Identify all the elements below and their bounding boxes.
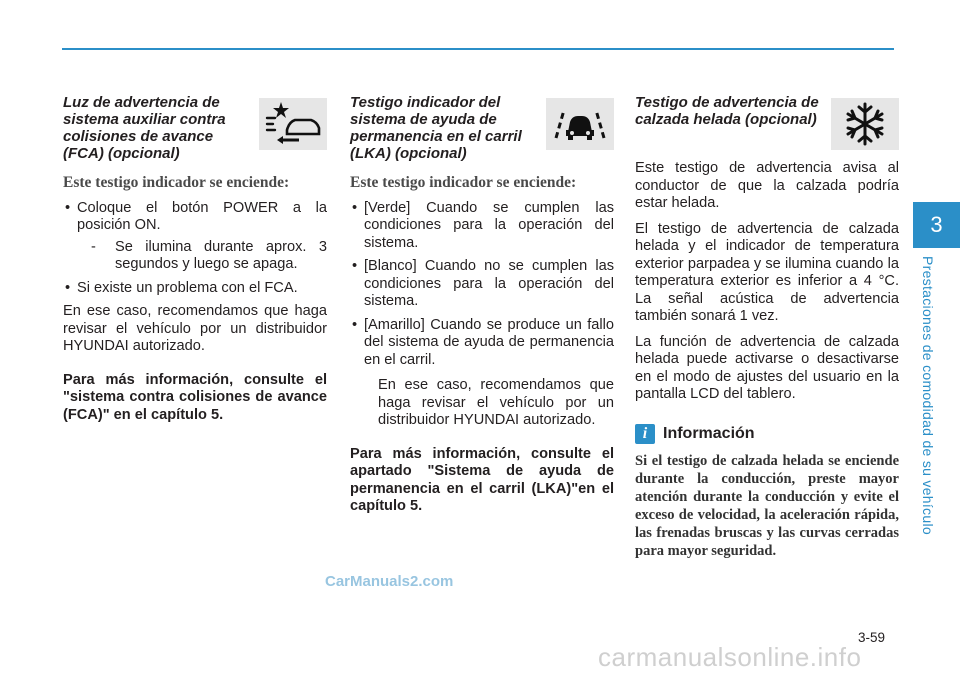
fca-paragraph: En ese caso, recomendamos que haga revisar el vehículo por un distribuidor HYUNDAI autorizado.: [63, 303, 327, 354]
list-item-text: Si existe un problema con el FCA.: [77, 279, 298, 296]
column-fca: [63, 90, 327, 432]
page-number: 3-59: [858, 630, 886, 645]
lka-subheading: Este testigo indicador se enciende:: [350, 174, 577, 191]
column-icy-road: [635, 90, 899, 560]
column-lka: [350, 90, 614, 524]
fca-subheading: Este testigo indicador se enciende:: [63, 174, 290, 191]
list-item-text: [Verde] Cuando se cumplen las condiciones para la operación del sistema.: [364, 199, 614, 251]
lka-heading: Testigo indicador del sistema de ayuda de permanencia en el carril (LKA) (opcional): [350, 94, 522, 162]
list-item: [350, 317, 614, 430]
icy-paragraph-2: El testigo de advertencia de calzada helada y el indicador de temperatura exterior parpadea y se ilumina cuando la temperatura exterior es inferior a 4 °C. La señal acústica de advertencia también sonará 1 vez.: [635, 220, 899, 324]
info-icon: i: [635, 424, 655, 444]
chapter-title: Prestaciones de comodidad de su vehículo: [920, 256, 936, 535]
icy-paragraph-1: Este testigo de advertencia avisa al conductor de que la calzada podría estar helada.: [635, 160, 899, 211]
list-item: [350, 200, 614, 253]
fca-warning-icon: [259, 98, 327, 150]
fca-reference: Para más información, consulte el "sistema contra colisiones de avance (FCA)" en el capítulo 5.: [63, 371, 327, 423]
watermark-carmanualsonline: carmanualsonline.info: [598, 642, 862, 672]
list-item-text: [Amarillo] Cuando se produce un fallo del sistema de ayuda de permanencia en el carril.: [364, 316, 614, 368]
sub-item: [91, 239, 327, 274]
chapter-tab: 3: [913, 202, 960, 248]
list-item: [63, 280, 327, 298]
list-item-text: [Blanco] Cuando no se cumplen las condiciones para la operación del sistema.: [364, 258, 614, 309]
snowflake-icon: [831, 98, 899, 150]
lka-indicator-icon: [546, 98, 614, 150]
lka-reference: Para más información, consulte el apartado "Sistema de ayuda de permanencia en el carril (LKA)"en el capítulo 5.: [350, 445, 614, 514]
list-item: [350, 258, 614, 311]
dash: -: [91, 238, 96, 255]
icy-header: [635, 94, 899, 160]
info-header: [635, 424, 899, 444]
icy-heading: Testigo de advertencia de calzada helada (opcional): [635, 94, 819, 128]
fca-header: [63, 94, 327, 166]
info-title: Información: [663, 424, 755, 442]
info-body: Si el testigo de calzada helada se enciende durante la conducción, preste mayor atención durante la conducción y evite el exceso de velocidad, la aceleración rápida, las frenadas bruscas y las curvas cerradas para mayor seguridad.: [635, 452, 899, 559]
list-item: [63, 200, 327, 274]
sub-item-text: Se ilumina durante aprox. 3 segundos y luego se apaga.: [115, 238, 327, 272]
top-rule: [62, 48, 894, 50]
list-item-text: Coloque el botón POWER a la posición ON.: [77, 199, 327, 233]
lka-header: [350, 94, 614, 166]
fca-heading: Luz de advertencia de sistema auxiliar contra colisiones de avance (FCA) (opcional): [63, 94, 226, 162]
sub-item: En ese caso, recomendamos que haga revisar el vehículo por un distribuidor HYUNDAI autorizado.: [378, 377, 614, 428]
fca-list: [63, 200, 327, 298]
watermark-carmanuals2: CarManuals2.com: [325, 573, 454, 590]
icy-paragraph-3: La función de advertencia de calzada helada puede activarse o desactivarse en el modo de ajustes del usuario en la pantalla LCD del tablero.: [635, 333, 899, 402]
lka-list: [350, 200, 614, 430]
